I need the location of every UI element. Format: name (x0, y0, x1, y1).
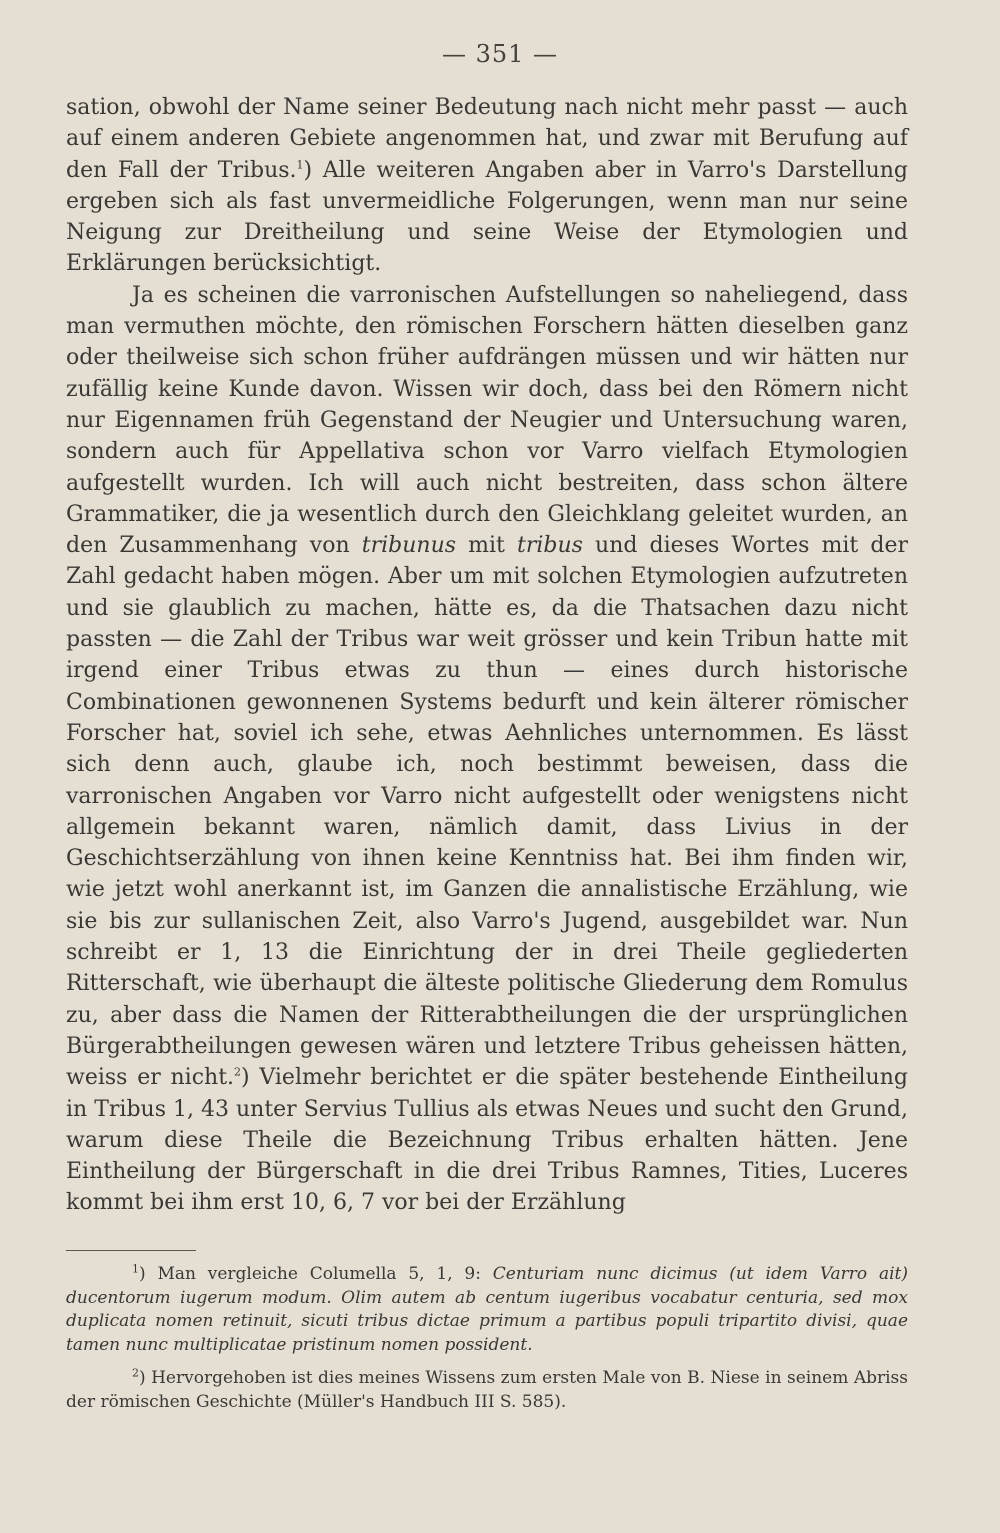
footnotes (66, 1263, 908, 1425)
footnote-1-text: ) Man vergleiche Columella 5, 1, 9: (139, 1264, 493, 1284)
page-number: — 351 — (441, 40, 559, 68)
footnote-divider (66, 1250, 196, 1251)
paragraph-2-text-c: ) Vielmehr berichtet er die später bestehende Eintheilung in Tribus 1, 43 unter Servius Tullius als etwas Neues und sucht den Grund, warum diese Theile die Bezeichnung Tribus erhalten hätten. Jene Eintheilung der Bürgerschaft in die drei Tribus Ramnes, Tities, Luceres kommt bei ihm erst 10, 6, 7 vor bei der Erzählung (66, 1065, 908, 1216)
word-tribunus: tribunus (361, 533, 457, 559)
paragraph-2-text-a: Ja es scheinen die varronischen Aufstellungen so naheliegend, dass man vermuthen möchte, den römischen Forschern hätten dieselben ganz oder theilweise sich schon früher aufdrängen müssen und wir hätten nur zufällig keine Kunde davon. Wissen wir doch, dass bei den Römern nicht nur Eigennamen früh Gegenstand der Neugier und Untersuchung waren, sondern auch für Appellativa schon vor Varro vielfach Etymologien aufgestellt wurden. Ich will auch nicht bestreiten, dass schon ältere Grammatiker, die ja wesentlich durch den Gleichklang geleitet wurden, an den Zusammenhang von (66, 282, 908, 559)
paragraph-1-text-a: sation, obwohl der Name seiner Bedeutung nach nicht mehr passt — auch auf einem anderen Gebiete angenommen hat, und zwar mit Berufung auf den Fall der Tribus. (66, 95, 908, 183)
footnote-2 (66, 1367, 908, 1414)
paragraph-2-mit: mit (456, 533, 517, 559)
footnote-ref-2: 2 (234, 1065, 242, 1079)
paragraph-2 (66, 280, 908, 1219)
footnote-1-mark: 1 (132, 1262, 139, 1276)
footnote-1 (66, 1263, 908, 1357)
footnote-1-quote: Centuriam nunc dicimus (ut idem Varro ait) ducentorum iugerum modum. Olim autem ab centum iugeribus vocabatur centuria, sed mox duplicata nomen retinuit, sicuti tribus dictae primum a partibus populi tripartito divisi, quae tamen nunc multiplicatae pristinum nomen possident. (66, 1264, 909, 1355)
footnote-2-mark: 2 (132, 1366, 139, 1380)
paragraph-2-text-b: und dieses Wortes mit der Zahl gedacht haben mögen. Aber um mit solchen Etymologien aufzutreten und sie glaublich zu machen, hätte es, da die Thatsachen dazu nicht passten — die Zahl der Tribus war weit grösser und kein Tribun hatte mit irgend einer Tribus etwas zu thun — eines durch historische Combinationen gewonnenen Systems bedurft und kein älterer römischer Forscher hat, soviel ich sehe, etwas Aehnliches unternommen. Es lässt sich denn auch, glaube ich, noch bestimmt beweisen, dass die varronischen Angaben vor Varro nicht aufgestellt oder wenigstens nicht allgemein bekannt waren, nämlich damit, dass Livius in der Geschichtserzählung von ihnen keine Kenntniss hat. Bei ihm finden wir, wie jetzt wohl anerkannt ist, im Ganzen die annalistische Erzählung, wie sie bis zur sullanischen Zeit, also Varro's Jugend, ausgebildet war. Nun schreibt er 1, 13 die Einrichtung der in drei Theile gegliederten Ritterschaft, wie überhaupt die älteste politische Gliederung dem Romulus zu, aber dass die Namen der Ritterabtheilungen die der ursprünglichen Bürgerabtheilungen gewesen wären und letztere Tribus geheissen hätten, weiss er nicht. (66, 533, 908, 1091)
word-tribus: tribus (516, 533, 583, 559)
main-text (66, 92, 908, 1219)
footnote-2-text: ) Hervorgehoben ist dies meines Wissens zum ersten Male von B. Niese in seinem Abriss der römischen Geschichte (Müller's Handbuch III S. 585). (66, 1368, 908, 1412)
footnote-ref-1: 1 (296, 158, 304, 172)
paragraph-1-text-b: ) Alle weiteren Angaben aber in Varro's Darstellung ergeben sich als fast unvermeidliche Folgerungen, wenn man nur seine Neigung zur Dreitheilung und seine Weise der Etymologien und Erklärungen berücksichtigt. (66, 157, 908, 277)
paragraph-1 (66, 92, 908, 280)
